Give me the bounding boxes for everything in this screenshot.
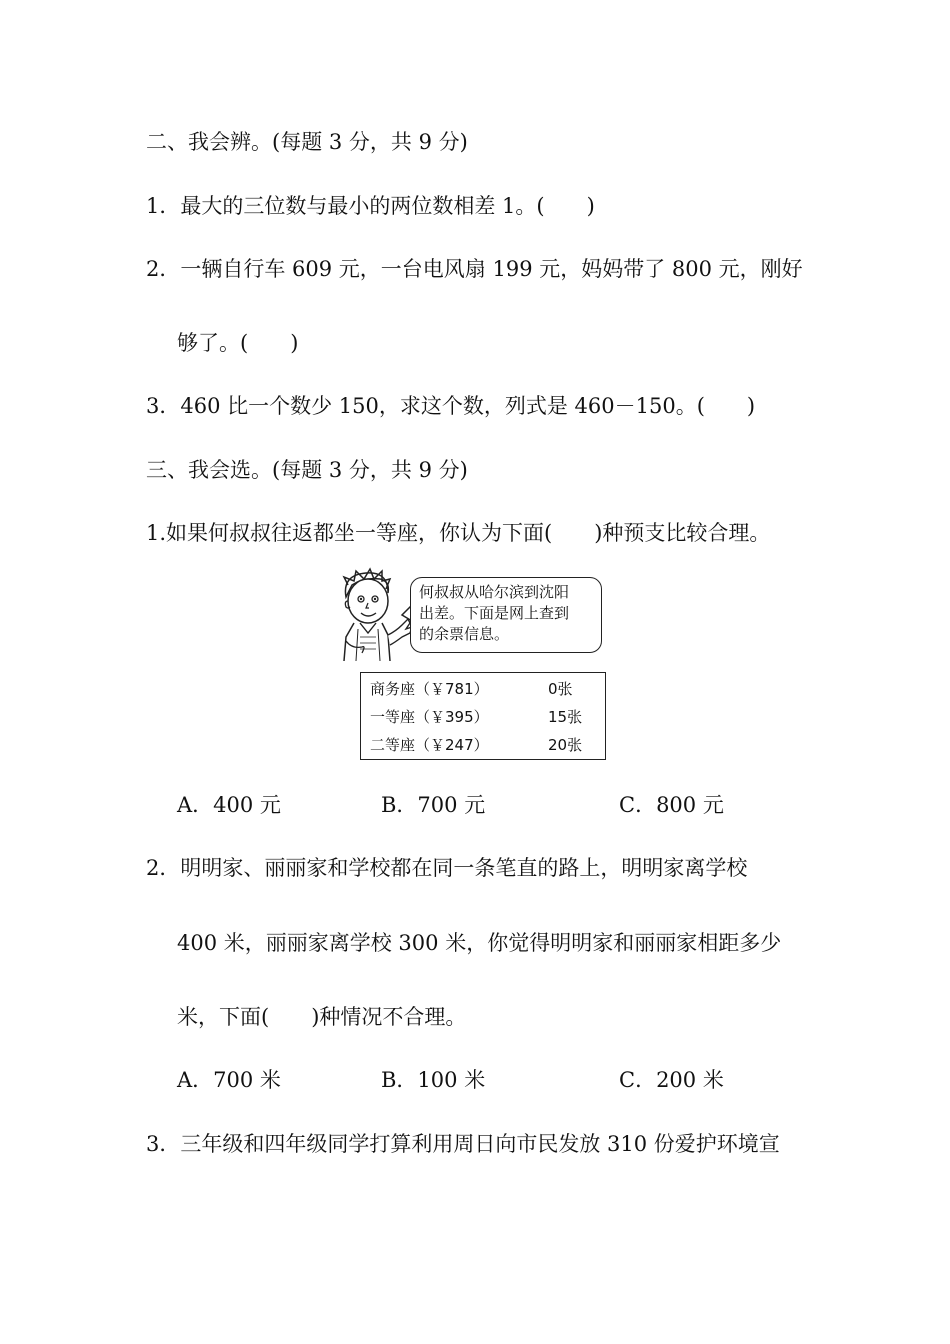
bubble-line-1: 何叔叔从哈尔滨到沈阳	[419, 583, 570, 601]
ticket-seat-count: 20张	[548, 736, 583, 754]
ticket-seat-count: 0张	[548, 680, 573, 698]
s3-question-2-line1: 2．明明家、丽丽家和学校都在同一条笔直的路上，明明家离学校	[146, 856, 748, 880]
bubble-line-2: 出差。下面是网上查到	[419, 604, 570, 622]
section3-heading: 三、我会选。(每题 3 分，共 9 分)	[146, 458, 468, 482]
ticket-seat-count: 15张	[548, 708, 583, 726]
ticket-figure	[336, 567, 616, 763]
ticket-row	[370, 678, 597, 700]
ticket-row	[370, 734, 597, 756]
ticket-seat-name: 二等座（￥247）	[370, 736, 489, 754]
s2-question-1: 1．最大的三位数与最小的两位数相差 1。( )	[146, 194, 595, 218]
ticket-seat-name: 商务座（￥781）	[370, 680, 489, 698]
s3-q1-option-c: C．800 元	[619, 793, 724, 817]
s3-q1-option-b: B．700 元	[381, 793, 486, 817]
s3-q1-option-a: A．400 元	[177, 793, 281, 817]
speech-bubble	[410, 577, 602, 653]
ticket-seat-name: 一等座（￥395）	[370, 708, 489, 726]
section2-heading: 二、我会辨。(每题 3 分，共 9 分)	[146, 130, 468, 154]
s2-question-3: 3．460 比一个数少 150，求这个数，列式是 460－150。( )	[146, 394, 756, 418]
s3-question-2-line3: 米，下面( )种情况不合理。	[177, 1005, 467, 1029]
s3-question-1: 1.如果何叔叔往返都坐一等座，你认为下面( )种预支比较合理。	[146, 521, 771, 545]
bubble-line-3: 的余票信息。	[419, 625, 510, 643]
s3-q2-option-a: A．700 米	[177, 1068, 281, 1092]
ticket-info-box	[360, 672, 606, 760]
ticket-row	[370, 706, 597, 728]
s3-question-2-line2: 400 米，丽丽家离学校 300 米，你觉得明明家和丽丽家相距多少	[177, 931, 782, 955]
s3-q2-option-c: C．200 米	[619, 1068, 724, 1092]
s2-question-2-line2: 够了。( )	[177, 331, 299, 355]
s3-question-3-line1: 3．三年级和四年级同学打算利用周日向市民发放 310 份爱护环境宣	[146, 1132, 780, 1156]
s2-question-2-line1: 2．一辆自行车 609 元，一台电风扇 199 元，妈妈带了 800 元，刚好	[146, 257, 803, 281]
s3-q2-option-b: B．100 米	[381, 1068, 486, 1092]
